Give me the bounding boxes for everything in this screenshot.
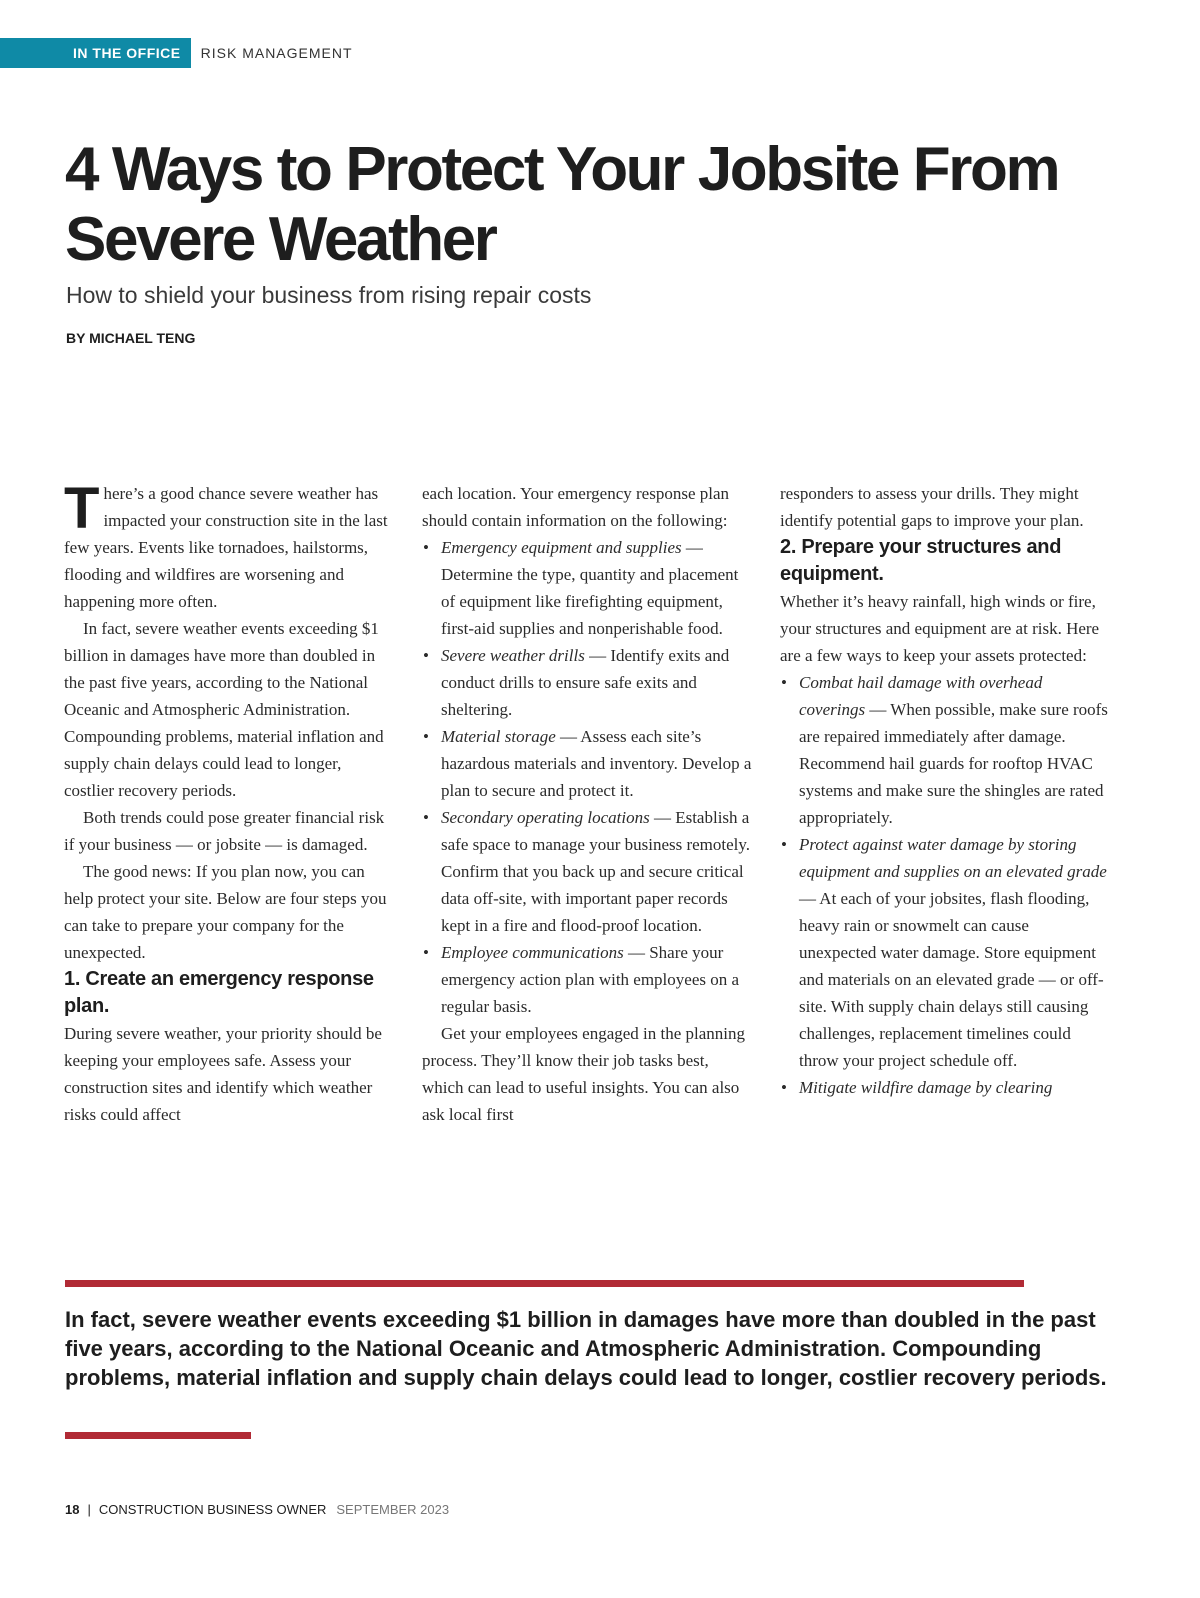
section-2-paragraph: Whether it’s heavy rainfall, high winds or fire, your structures and equipment are at risk. Here are a few ways to keep your assets protected: xyxy=(780,592,1100,665)
list-item: • Protect against water damage by storing equipment and supplies on an elevated grade — At each of your jobsites, flash flooding, heavy rain or snowmelt can cause unexpected water damage. Store equipment and materials on an elevated grade — or off-site. With supply chain delays still causing challenges, replacement timelines could throw your project schedule off. xyxy=(780,831,1110,1074)
publication-name: CONSTRUCTION BUSINESS OWNER xyxy=(98,1502,327,1517)
list-item: • Emergency equipment and supplies — Determine the type, quantity and placement of equipment like firefighting equipment, first-aid supplies and nonperishable food. xyxy=(422,534,752,642)
section-1-bullet-list xyxy=(422,534,752,1020)
footer-separator: | xyxy=(87,1502,91,1517)
topic-label: RISK MANAGEMENT xyxy=(200,45,353,61)
page-number: 18 xyxy=(65,1502,80,1517)
intro-paragraph-2: In fact, severe weather events exceeding $1 billion in damages have more than doubled in the past five years, according to the National Oceanic and Atmospheric Administration. Compounding problems, material inflation and supply chain delays could lead to longer, costlier recovery periods. xyxy=(64,619,384,800)
pullquote-top-rule xyxy=(65,1280,1024,1287)
article-title: 4 Ways to Protect Your Jobsite From Severe Weather xyxy=(65,135,1059,274)
pullquote: In fact, severe weather events exceeding $1 billion in damages have more than doubled in the past five years, according to the National Oceanic and Atmospheric Administration. Compounding problems, material inflation and supply chain delays could lead to longer, costlier recovery periods. xyxy=(65,1307,1107,1390)
section-2-heading: 2. Prepare your structures and equipment. xyxy=(780,536,1062,585)
body-column-2 xyxy=(422,480,752,1128)
intro-paragraph-1: There’s a good chance severe weather has impacted your construction site in the last few years. Events like tornadoes, hailstorms, flooding and wildfires are worsening and happening more often. xyxy=(64,476,388,611)
intro-paragraph-3: Both trends could pose greater financial risk if your business — or jobsite — is damaged. xyxy=(64,808,385,854)
section-2-bullet-list xyxy=(780,669,1110,1101)
article-subtitle: How to shield your business from rising repair costs xyxy=(66,282,592,308)
list-item: • Secondary operating locations — Establish a safe space to manage your business remotely. Confirm that you back up and secure critical data off-site, with important paper records kept in a fire and flood-proof location. xyxy=(422,804,752,939)
issue-date: SEPTEMBER 2023 xyxy=(336,1502,450,1517)
list-item: • Employee communications — Share your emergency action plan with employees on a regular basis. xyxy=(422,939,752,1020)
section-label: IN THE OFFICE xyxy=(0,38,191,68)
list-item: • Mitigate wildfire damage by clearing xyxy=(780,1074,1110,1101)
section-1-paragraph-2-cont: responders to assess your drills. They might identify potential gaps to improve your plan. xyxy=(780,484,1084,530)
drop-cap: T xyxy=(64,476,100,541)
list-item: • Combat hail damage with overhead coverings — When possible, make sure roofs are repaired immediately after damage. Recommend hail guards for rooftop HVAC systems and make sure the shingles are rated appropriately. xyxy=(780,669,1110,831)
section-tag-bar xyxy=(0,38,353,68)
byline: BY MICHAEL TENG xyxy=(66,330,196,346)
pullquote-bottom-rule xyxy=(65,1432,251,1439)
section-1-heading: 1. Create an emergency response plan. xyxy=(64,968,374,1017)
body-column-3 xyxy=(780,480,1110,1101)
intro-paragraph-4: The good news: If you plan now, you can help protect your site. Below are four steps you can take to prepare your company for the unexpected. xyxy=(64,862,387,962)
section-1-paragraph: During severe weather, your priority should be keeping your employees safe. Assess your construction sites and identify which weather risks could affect xyxy=(64,1024,382,1124)
list-item: • Material storage — Assess each site’s hazardous materials and inventory. Develop a plan to secure and protect it. xyxy=(422,723,752,804)
section-1-paragraph-cont: each location. Your emergency response plan should contain information on the following: xyxy=(422,484,730,530)
body-column-1 xyxy=(64,476,394,1128)
page-footer xyxy=(65,1502,449,1517)
list-item: • Severe weather drills — Identify exits and conduct drills to ensure safe exits and sheltering. xyxy=(422,642,752,723)
section-1-paragraph-2: Get your employees engaged in the planning process. They’ll know their job tasks best, which can lead to useful insights. You can also ask local first xyxy=(422,1024,746,1124)
